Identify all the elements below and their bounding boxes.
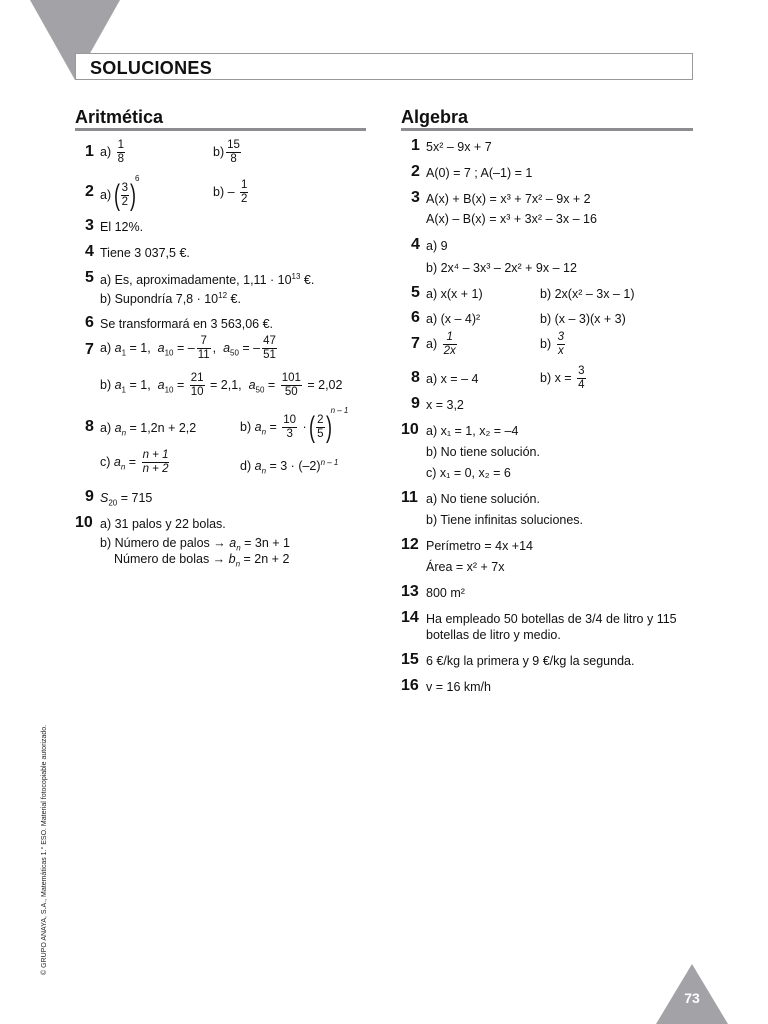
- item-number: 10: [401, 421, 419, 438]
- answer-g3-b: A(x) – B(x) = x³ + 3x² – 3x – 16: [426, 212, 597, 226]
- answer-g6-b: b) (x – 3)(x + 3): [540, 312, 626, 326]
- answer-g9: x = 3,2: [426, 398, 464, 412]
- answer-g10-c: c) x₁ = 0, x₂ = 6: [426, 466, 511, 480]
- section-title-aritmetica: Aritmética: [75, 107, 164, 127]
- answer-g5-a: a) x(x + 1): [426, 287, 483, 301]
- answer-g2: A(0) = 7 ; A(–1) = 1: [426, 166, 533, 180]
- item-number: 14: [401, 609, 419, 626]
- answer-a3: El 12%.: [100, 220, 144, 234]
- answer-g14-b: botellas de litro y medio.: [426, 628, 561, 642]
- item-number: 13: [401, 583, 419, 600]
- answer-g10-a: a) x₁ = 1, x₂ = –4: [426, 424, 519, 438]
- answer-g15: 6 €/kg la primera y 9 €/kg la segunda.: [426, 654, 635, 668]
- item-number: 1: [85, 143, 94, 160]
- answer-g11-a: a) No tiene solución.: [426, 492, 540, 506]
- item-number: 6: [85, 314, 94, 331]
- answer-a2-b: b) – $\frac{1}{2}$: [213, 179, 248, 206]
- item-number: 4: [85, 243, 94, 260]
- answer-g16: v = 16 km/h: [426, 680, 491, 694]
- answer-g7-a: a) $\frac{1}{2x}$: [426, 331, 456, 358]
- answer-a8-a: a) $a_n = 1,2n + 2,2$: [100, 421, 197, 438]
- section-title-algebra: Algebra: [401, 107, 469, 127]
- item-number: 15: [401, 651, 419, 668]
- answer-a1-b: b) $\frac{15}{8}$: [213, 139, 240, 166]
- answer-a1-a: a) $\frac{1}{8}$: [100, 139, 125, 166]
- item-number: 2: [85, 183, 94, 200]
- answer-g14-a: Ha empleado 50 botellas de 3/4 de litro y 115: [426, 612, 677, 626]
- answer-a4: Tiene 3 037,5 €.: [100, 246, 190, 260]
- answer-g4-b: b) 2x⁴ – 3x³ – 2x² + 9x – 12: [426, 261, 577, 275]
- answer-a9: $S_{20} = 715$: [100, 491, 153, 508]
- item-number: 4: [411, 236, 420, 253]
- answer-g8-a: a) x = – 4: [426, 372, 479, 386]
- answer-g6-a: a) (x – 4)²: [426, 312, 481, 326]
- item-number: 9: [85, 488, 94, 505]
- answer-a7-b: b) $a_1 = 1$, $a_{10}$ = $\frac{21}{10}$ = 2,1, $a_{50}$ = $\frac{101}{50}$ = 2,02: [100, 372, 343, 399]
- item-number: 7: [411, 335, 420, 352]
- item-number: 8: [85, 418, 94, 435]
- item-number: 11: [401, 489, 418, 506]
- page-number: 73: [684, 990, 700, 1006]
- answer-a6: Se transformará en 3 563,06 €.: [100, 317, 274, 331]
- answer-a8-c: c) $a_n$ = $\frac{n + 1}{n + 2}$: [100, 449, 169, 476]
- item-number: 7: [85, 341, 94, 358]
- answer-a2-a: a) ( $\frac{3}{2}$ )$^6$: [100, 174, 140, 212]
- answer-g12-a: Perímetro = 4x +14: [426, 539, 534, 553]
- answer-g7-b: b) $\frac{3}{x}$: [540, 331, 565, 358]
- item-number: 8: [411, 369, 420, 386]
- item-number: 6: [411, 309, 420, 326]
- answer-g4-a: a) 9: [426, 239, 448, 253]
- answer-a10-a: a) 31 palos y 22 bolas.: [100, 517, 226, 531]
- answer-a8-b: b) $a_n$ = $\frac{10}{3}$ · ( $\frac{2}{5}$ )$^{n - 1}$: [240, 406, 349, 444]
- item-number: 3: [85, 217, 94, 234]
- section-rule-aritmetica: [75, 128, 366, 131]
- item-number: 5: [411, 284, 420, 301]
- answer-a10-c: Número de bolas → $b_n = 2n + 2$: [114, 552, 290, 569]
- answer-g12-b: Área = x² + 7x: [426, 560, 505, 574]
- answer-g1: 5x² – 9x + 7: [426, 140, 492, 154]
- page-title: SOLUCIONES: [90, 58, 213, 78]
- answer-g8-b: b) x = $\frac{3}{4}$: [540, 365, 585, 392]
- answer-a7-a: a) $a_1 = 1$, $a_{10}$ = – $\frac{7}{11}$ , $a_{50}$ = – $\frac{47}{51}$: [100, 335, 276, 362]
- item-number: 5: [85, 269, 94, 286]
- answer-g11-b: b) Tiene infinitas soluciones.: [426, 513, 584, 527]
- item-number: 2: [411, 163, 420, 180]
- answer-a8-d: d) $a_n = 3 \cdot (-2)^{n - 1}$: [240, 458, 339, 476]
- answer-a5-b: b) Supondría $7,8 \cdot 10^{12}$ €.: [100, 291, 241, 307]
- answer-g3-a: A(x) + B(x) = x³ + 7x² – 9x + 2: [426, 192, 591, 206]
- item-number: 10: [75, 514, 93, 531]
- answer-a10-b: b) Número de palos → $a_n = 3n + 1$: [100, 536, 290, 553]
- item-number: 3: [411, 189, 420, 206]
- answer-g13: 800 m²: [426, 586, 465, 600]
- item-number: 9: [411, 395, 420, 412]
- section-rule-algebra: [401, 128, 693, 131]
- item-number: 12: [401, 536, 419, 553]
- answer-a5-a: a) Es, aproximadamente, $1,11 \cdot 10^{13}$ €.: [100, 272, 315, 288]
- title-box: [75, 53, 693, 80]
- item-number: 1: [411, 137, 420, 154]
- answer-g5-b: b) 2x(x² – 3x – 1): [540, 287, 635, 301]
- copyright-note: © GRUPO ANAYA, S.A., Matemáticas 1.° ESO. Material fotocopiable autorizado.: [41, 724, 48, 975]
- answer-g10-b: b) No tiene solución.: [426, 445, 540, 459]
- item-number: 16: [401, 677, 419, 694]
